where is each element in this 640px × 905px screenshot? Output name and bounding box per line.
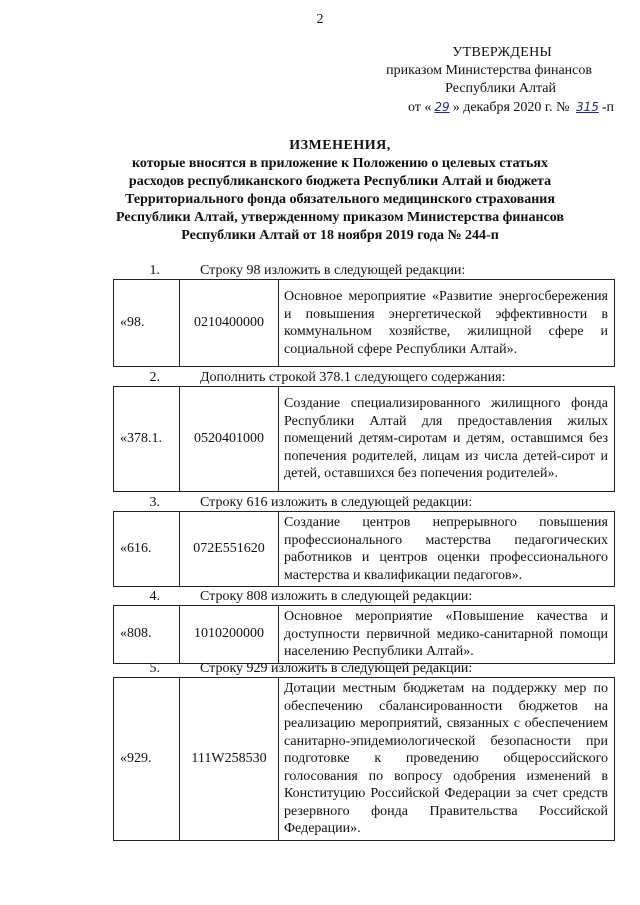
table-row	[114, 606, 615, 664]
row-description: Основное мероприятие «Развитие энергосбережения и повышения энергетической эффективности в коммунальном хозяйстве, жилищной сфере и социальной сфере Республики Алтай».	[279, 280, 615, 367]
section-number: 4.	[149, 589, 160, 604]
row-code: «616.	[114, 512, 180, 587]
heading-subtitle-line: Территориального фонда обязательного медицинского страхования	[125, 192, 555, 207]
section-instruction: Дополнить строкой 378.1 следующего содержания:	[200, 370, 506, 385]
row-description: Дотации местным бюджетам на поддержку мер по обеспечению сбалансированности бюджетов на реализацию мероприятий, связанных с обеспечением санитарно-эпидемиологической безопасности при подготовке к проведению общероссийского голосования по вопросу одобрения изменений в Конституцию Российской Федерации за счет средств резервного фонда Правительства Российской Федерации».	[279, 678, 615, 841]
row-target-code: 111W258530	[180, 678, 279, 841]
section-number: 1.	[149, 263, 160, 278]
date-middle: » декабря 2020 г. №	[452, 100, 570, 115]
approval-stamp	[374, 44, 614, 117]
row-target-code: 072E551620	[180, 512, 279, 587]
entry-table	[113, 677, 615, 841]
section-instruction: Строку 616 изложить в следующей редакции:	[200, 495, 473, 510]
heading-subtitle-line: Республики Алтай от 18 ноября 2019 года № 244-п	[181, 228, 499, 243]
row-description: Основное мероприятие «Повышение качества и доступности первичной медико-санитарной помощи населению Республики Алтай».	[279, 606, 615, 664]
heading-subtitle-line: расходов республиканского бюджета Республики Алтай и бюджета	[128, 174, 552, 189]
entry-table	[113, 511, 615, 587]
row-code: «98.	[114, 280, 180, 367]
entry-table	[113, 605, 615, 664]
row-code: «808.	[114, 606, 180, 664]
row-description: Создание специализированного жилищного фонда Республики Алтай для предоставления жилых помещений детям-сиротам и детям, оставшимся без попечения родителей, лицам из числа детей-сирот и детей, оставшихся без попечения родителей».	[279, 387, 615, 492]
heading-subtitle-line: которые вносятся в приложение к Положению о целевых статьях	[132, 156, 548, 171]
section-number: 2.	[149, 370, 160, 385]
table-row	[114, 678, 615, 841]
section-instruction: Строку 929 изложить в следующей редакции:	[200, 661, 473, 676]
approval-date-line	[374, 98, 614, 117]
section-number: 3.	[149, 495, 160, 510]
section-instruction: Строку 98 изложить в следующей редакции:	[200, 263, 466, 278]
entry-table	[113, 386, 615, 492]
section-instruction: Строку 808 изложить в следующей редакции:	[200, 589, 473, 604]
date-suffix: -п	[601, 100, 614, 115]
table-row	[114, 280, 615, 367]
handwritten-day: 29	[434, 100, 450, 114]
entry-table	[113, 279, 615, 367]
row-target-code: 0520401000	[180, 387, 279, 492]
row-target-code: 0210400000	[180, 280, 279, 367]
section-number: 5.	[149, 661, 160, 676]
table-row	[114, 387, 615, 492]
row-code: «929.	[114, 678, 180, 841]
row-target-code: 1010200000	[180, 606, 279, 664]
approval-line-republic: Республики Алтай	[445, 81, 556, 96]
date-prefix: от «	[407, 100, 432, 115]
page-number: 2	[316, 12, 324, 27]
handwritten-order-number: 315	[575, 100, 599, 114]
row-code: «378.1.	[114, 387, 180, 492]
table-row	[114, 512, 615, 587]
heading-subtitle-line: Республики Алтай, утвержденному приказом Министерства финансов	[116, 210, 564, 225]
approval-title: УТВЕРЖДЕНЫ	[452, 45, 552, 60]
heading-title: ИЗМЕНЕНИЯ,	[289, 138, 391, 153]
document-heading	[60, 137, 620, 245]
approval-line-ministry: приказом Министерства финансов	[386, 63, 592, 78]
row-description: Создание центров непрерывного повышения профессионального мастерства педагогических работников и центров оценки профессионального мастерства и квалификации педагогов».	[279, 512, 615, 587]
